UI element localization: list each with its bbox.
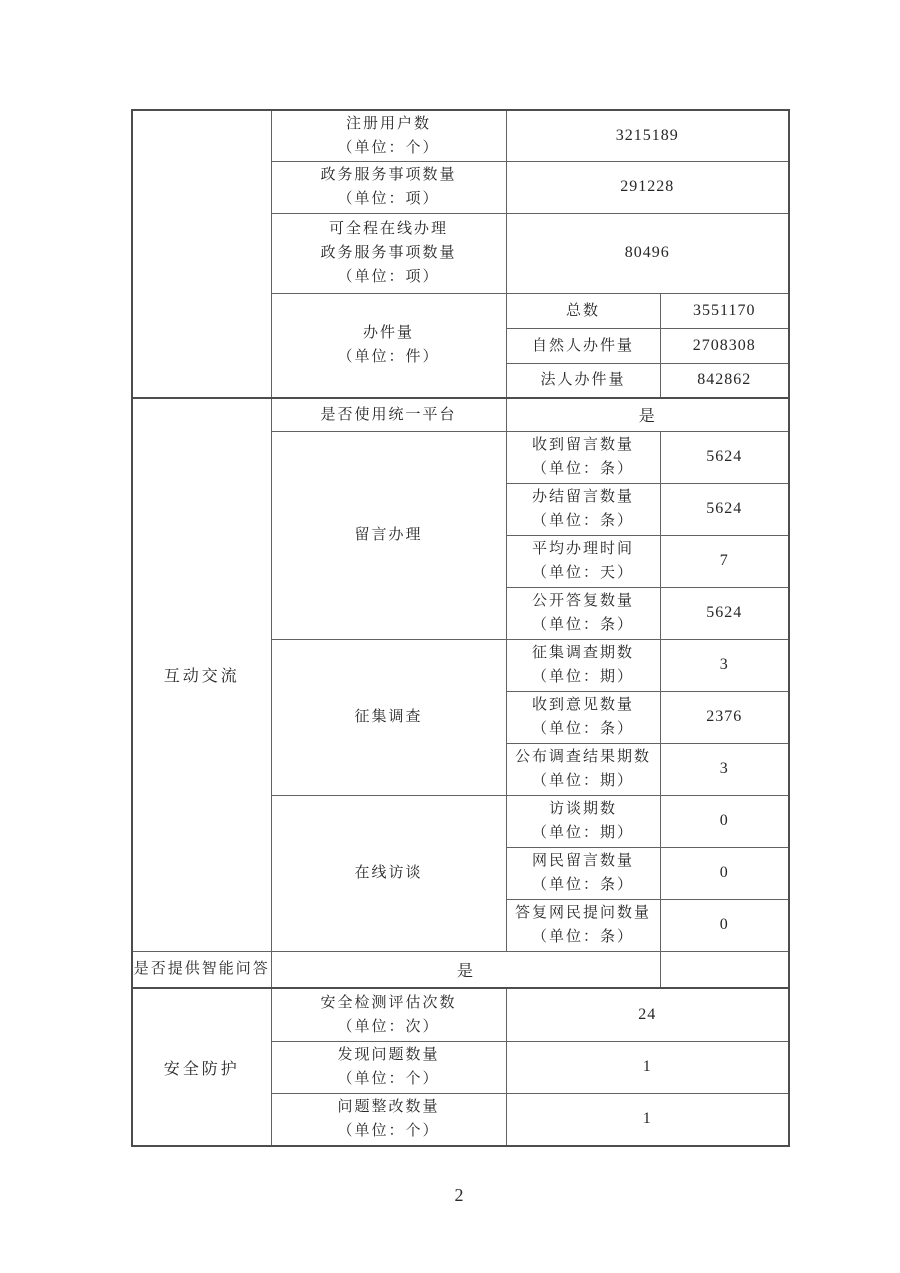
unit-line: （单位：期） [531, 773, 634, 789]
unit-line: （单位：个） [337, 1123, 440, 1140]
smart-qa-value-cell: 是 [271, 951, 660, 988]
label-line: 可全程在线办理 [328, 221, 448, 237]
label-line: 答复网民提问数量 [514, 905, 651, 921]
problems-found-value-cell: 1 [506, 1041, 789, 1093]
unit-line: （单位：天） [531, 565, 634, 581]
unified-platform-label-cell: 是否使用统一平台 [271, 398, 506, 431]
unit-line: （单位：条） [531, 877, 634, 893]
cases-total-value-cell: 3551170 [660, 293, 789, 328]
label-line: 办结留言数量 [531, 489, 634, 505]
netizen-messages-label-cell [506, 847, 660, 899]
label-line: 收到留言数量 [531, 437, 634, 453]
online-full-process-value-cell: 80496 [506, 213, 789, 293]
survey-periods-value-cell: 3 [660, 639, 789, 691]
label-line: 网民留言数量 [531, 853, 634, 869]
average-handle-time-label-cell [506, 535, 660, 587]
label-line: 征集调查期数 [531, 645, 634, 661]
label-line: 政务服务事项数量 [320, 245, 457, 261]
cases-natural-label-cell: 自然人办件量 [506, 328, 660, 363]
survey-results-label-cell [506, 743, 660, 795]
problems-rectified-value-cell: 1 [506, 1093, 789, 1146]
label-line: 公布调查结果期数 [514, 749, 651, 765]
netizen-messages-value-cell: 0 [660, 847, 789, 899]
label-line: 发现问题数量 [337, 1047, 440, 1063]
public-replies-label-cell [506, 587, 660, 639]
report-table [131, 109, 790, 1147]
unit-line: （单位：期） [531, 825, 634, 841]
interview-periods-label-cell [506, 795, 660, 847]
registered-users-label-cell [271, 110, 506, 161]
page-number: 2 [454, 1185, 464, 1205]
unit-line: （单位：件） [337, 349, 440, 366]
unit-line: （单位：条） [531, 461, 634, 477]
netizen-questions-answered-label-cell [506, 899, 660, 951]
messages-received-label-cell [506, 431, 660, 483]
table-row [132, 951, 789, 988]
cases-label-cell [271, 293, 506, 398]
cases-legal-value-cell: 842862 [660, 363, 789, 398]
unified-platform-value-cell: 是 [506, 398, 789, 431]
survey-periods-label-cell [506, 639, 660, 691]
average-handle-time-value-cell: 7 [660, 535, 789, 587]
label-line: 平均办理时间 [531, 541, 634, 557]
unit-line: （单位：条） [531, 617, 634, 633]
unit-line: （单位：次） [337, 1018, 440, 1035]
table-row [132, 988, 789, 1041]
unit-line: （单位：条） [531, 929, 634, 945]
label-line: 办件量 [362, 325, 414, 342]
netizen-questions-answered-value-cell: 0 [660, 899, 789, 951]
opinions-received-label-cell [506, 691, 660, 743]
survey-label-cell: 征集调查 [271, 639, 506, 795]
messages-completed-label-cell [506, 483, 660, 535]
category-cell-security: 安全防护 [132, 988, 271, 1146]
label-line: 收到意见数量 [531, 697, 634, 713]
problems-found-label-cell [271, 1041, 506, 1093]
service-items-label-cell [271, 161, 506, 213]
security-checks-label-cell [271, 988, 506, 1041]
public-replies-value-cell: 5624 [660, 587, 789, 639]
problems-rectified-label-cell [271, 1093, 506, 1146]
interview-label-cell: 在线访谈 [271, 795, 506, 951]
unit-line: （单位：个） [337, 139, 440, 156]
cases-legal-label-cell: 法人办件量 [506, 363, 660, 398]
label-line: 访谈期数 [548, 801, 617, 817]
unit-line: （单位：项） [337, 191, 440, 207]
label-line: 注册用户数 [345, 115, 431, 132]
table-row [132, 110, 789, 161]
label-line: 安全检测评估次数 [320, 994, 457, 1011]
table-row [132, 398, 789, 431]
registered-users-value-cell: 3215189 [506, 110, 789, 161]
cases-natural-value-cell: 2708308 [660, 328, 789, 363]
survey-results-value-cell: 3 [660, 743, 789, 795]
unit-line: （单位：个） [337, 1071, 440, 1087]
category-cell-interaction: 互动交流 [132, 398, 271, 951]
label-line: 政务服务事项数量 [320, 167, 457, 183]
category-cell-blank [132, 110, 271, 398]
smart-qa-label-cell: 是否提供智能问答 [132, 951, 271, 988]
label-line: 公开答复数量 [531, 593, 634, 609]
interview-periods-value-cell: 0 [660, 795, 789, 847]
message-handling-label-cell: 留言办理 [271, 431, 506, 639]
unit-line: （单位：期） [531, 669, 634, 685]
unit-line: （单位：条） [531, 721, 634, 737]
messages-received-value-cell: 5624 [660, 431, 789, 483]
unit-line: （单位：条） [531, 513, 634, 529]
online-full-process-label-cell [271, 213, 506, 293]
label-line: 问题整改数量 [337, 1099, 440, 1116]
messages-completed-value-cell: 5624 [660, 483, 789, 535]
security-checks-value-cell: 24 [506, 988, 789, 1041]
service-items-value-cell: 291228 [506, 161, 789, 213]
unit-line: （单位：项） [337, 269, 440, 285]
cases-total-label-cell: 总数 [506, 293, 660, 328]
opinions-received-value-cell: 2376 [660, 691, 789, 743]
